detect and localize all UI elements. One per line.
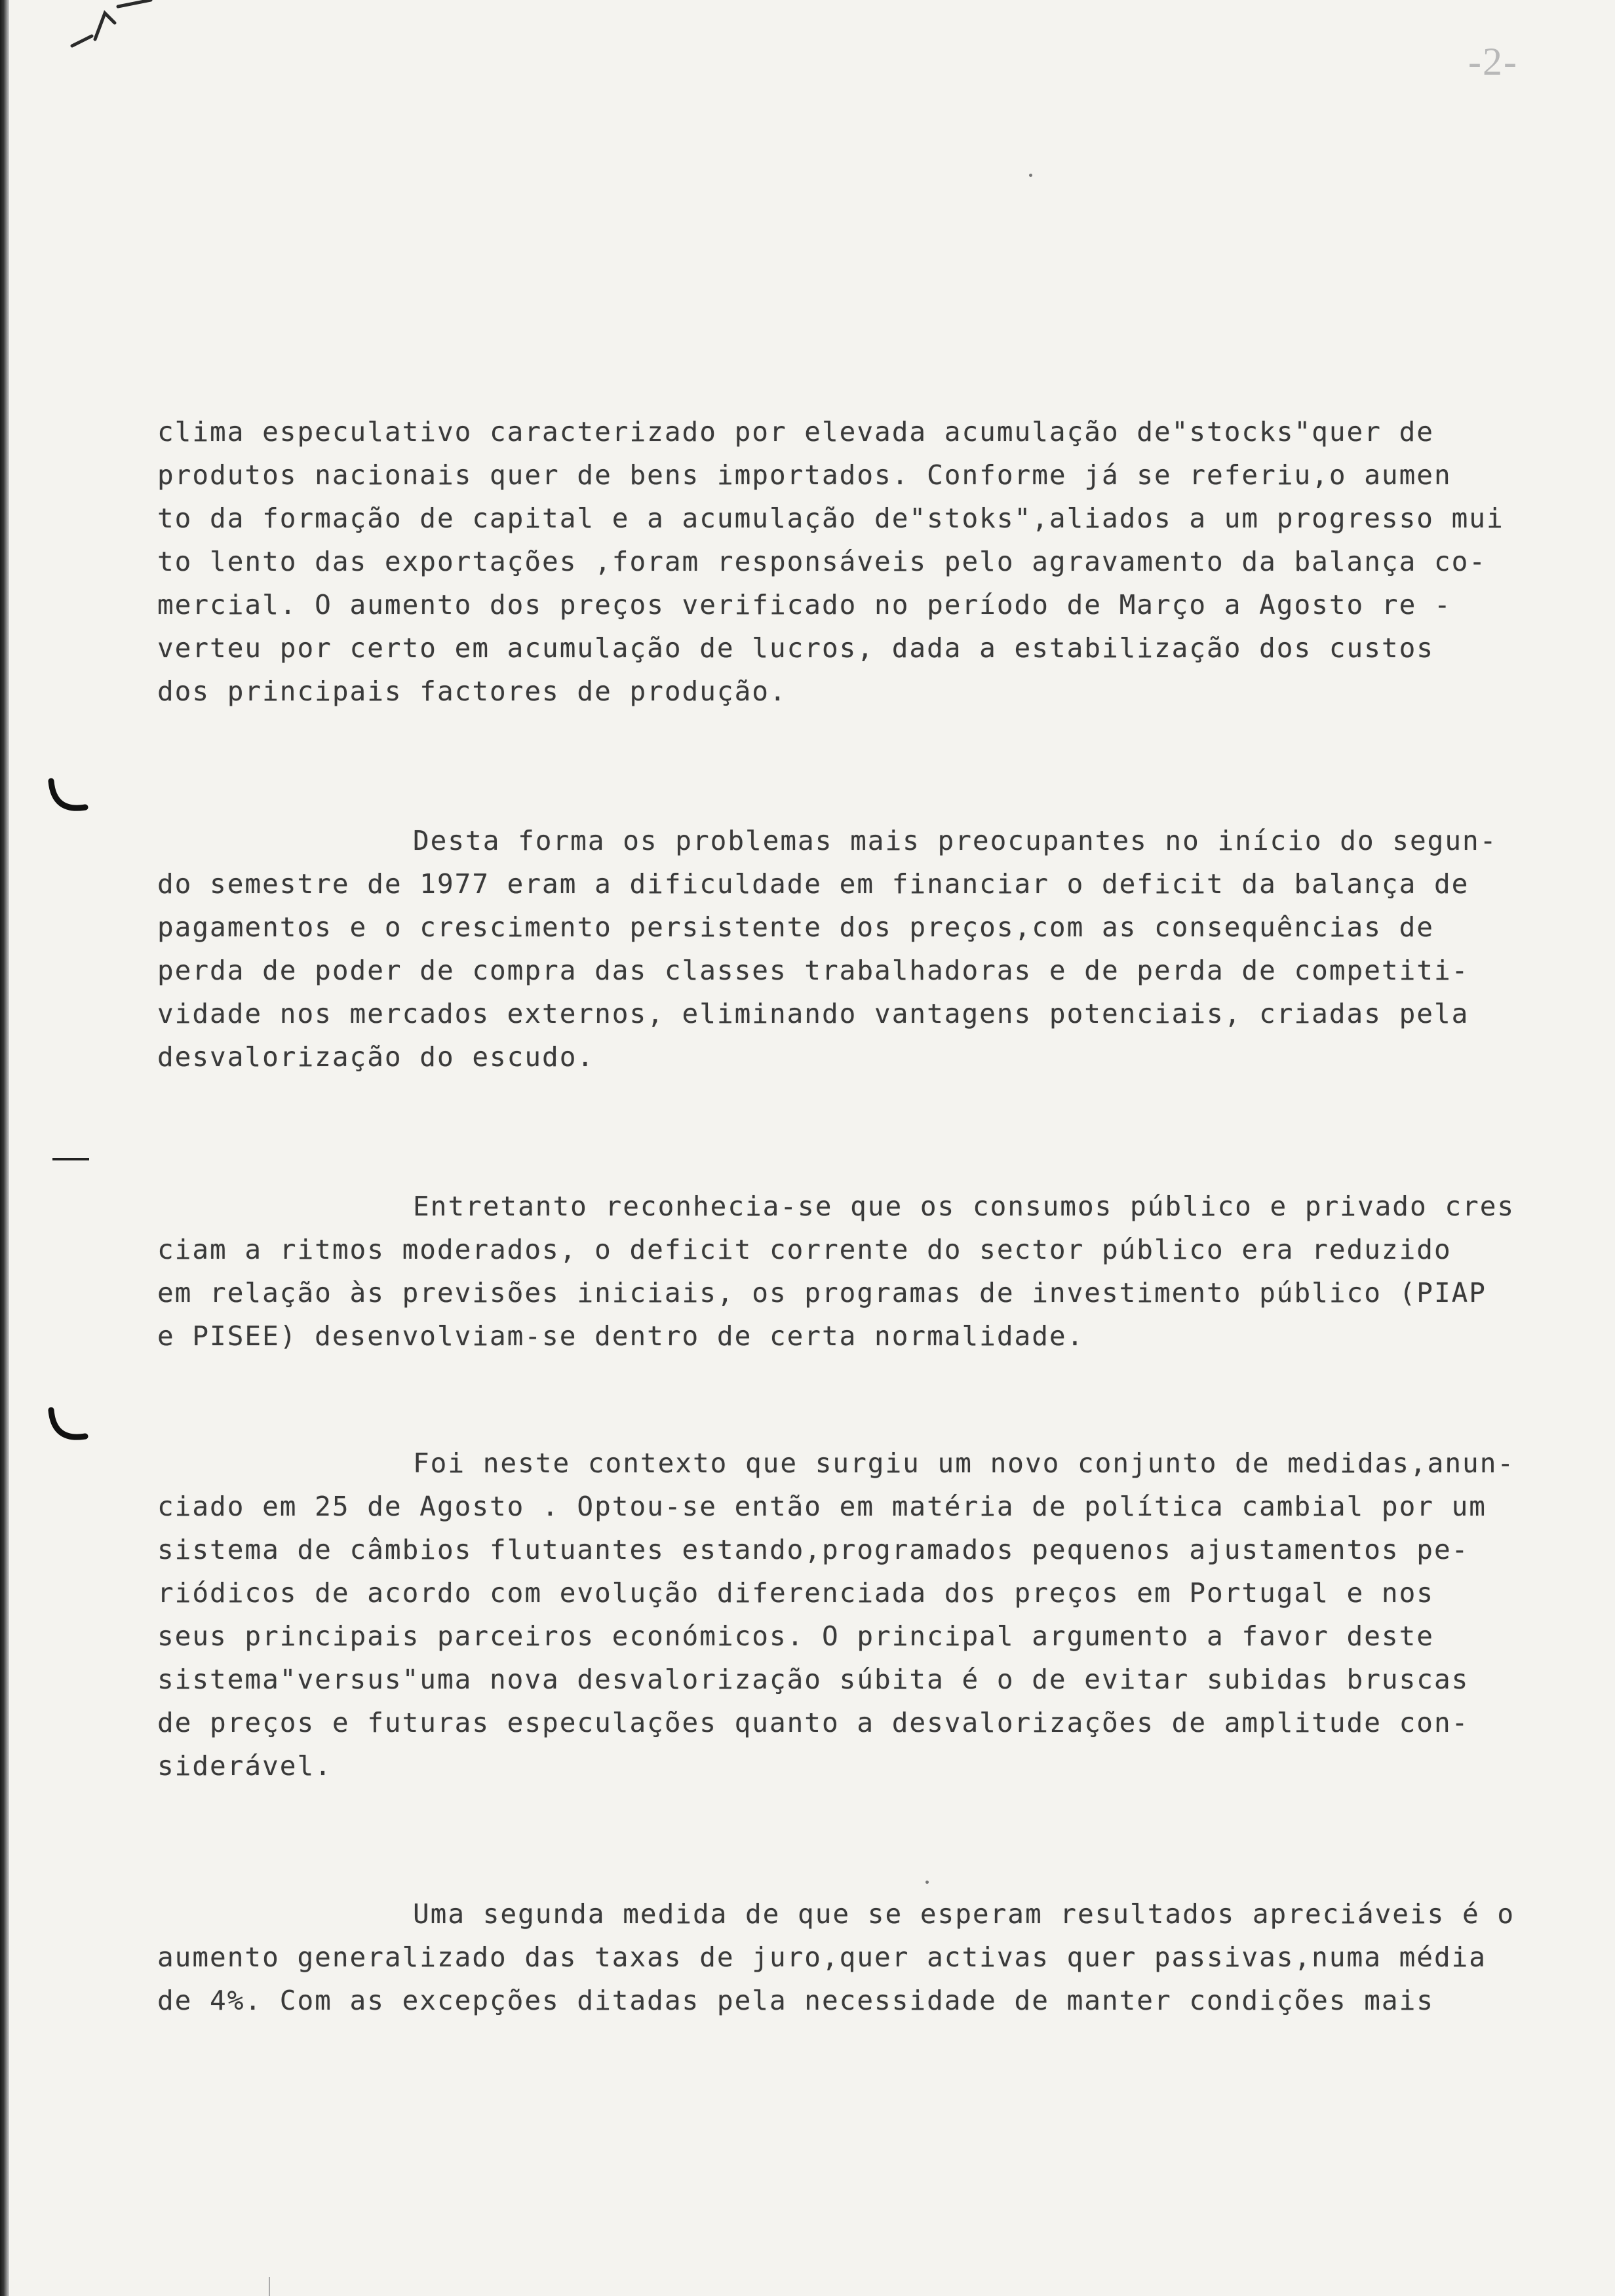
text-line: siderável. xyxy=(157,1750,332,1782)
text-line: Entretanto reconhecia-se que os consumos público e privado cres xyxy=(413,1191,1515,1222)
text-line: ciam a ritmos moderados, o deficit corrente do sector público era reduzido xyxy=(157,1234,1452,1265)
corner-scribble-mark xyxy=(66,0,164,59)
text-line: aumento generalizado das taxas de juro,quer activas quer passivas,numa média xyxy=(157,1942,1487,1973)
text-line: vidade nos mercados externos, eliminando vantagens potenciais, criadas pela xyxy=(157,998,1469,1029)
text-line: do semestre de 1977 eram a dificuldade em financiar o deficit da balança de xyxy=(157,868,1469,900)
text-line: seus principais parceiros económicos. O principal argumento a favor deste xyxy=(157,1620,1434,1652)
scanned-page-left-edge xyxy=(0,0,9,2296)
paragraph xyxy=(157,819,1553,1079)
text-line: ciado em 25 de Agosto . Optou-se então em matéria de política cambial por um xyxy=(157,1491,1487,1522)
text-line: e PISEE) desenvolviam-se dentro de certa normalidade. xyxy=(157,1320,1085,1352)
text-line: produtos nacionais quer de bens importados. Conforme já se referiu,o aumen xyxy=(157,459,1452,491)
text-line: Foi neste contexto que surgiu um novo conjunto de medidas,anun- xyxy=(413,1447,1515,1479)
punch-hole-mark xyxy=(47,1402,100,1455)
text-line: dos principais factores de produção. xyxy=(157,676,787,707)
margin-dash-mark xyxy=(52,1158,89,1160)
text-line: Desta forma os problemas mais preocupantes no início do segun- xyxy=(413,825,1498,856)
text-line: perda de poder de compra das classes trabalhadoras e de perda de competiti- xyxy=(157,955,1469,986)
punch-hole-mark xyxy=(47,773,100,826)
text-line: sistema de câmbios flutuantes estando,programados pequenos ajustamentos pe- xyxy=(157,1534,1469,1565)
text-line: desvalorização do escudo. xyxy=(157,1041,595,1073)
text-line: em relação às previsões iniciais, os programas de investimento público (PIAP xyxy=(157,1277,1487,1309)
paragraph xyxy=(157,1185,1553,1358)
speck-mark xyxy=(1029,174,1032,177)
page-bottom-tick xyxy=(269,2277,270,2296)
text-line: de preços e futuras especulações quanto a desvalorizações de amplitude con- xyxy=(157,1707,1469,1738)
paragraph xyxy=(157,1892,1553,2022)
text-line: to da formação de capital e a acumulação de"stoks",aliados a um progresso mui xyxy=(157,503,1504,534)
paragraph xyxy=(157,1442,1553,1788)
speck-mark xyxy=(925,1881,929,1884)
text-line: verteu por certo em acumulação de lucros, dada a estabilização dos custos xyxy=(157,632,1434,664)
text-line: Uma segunda medida de que se esperam resultados apreciáveis é o xyxy=(413,1898,1515,1930)
text-line: clima especulativo caracterizado por elevada acumulação de"stocks"quer de xyxy=(157,416,1434,448)
text-line: de 4%. Com as excepções ditadas pela necessidade de manter condições mais xyxy=(157,1985,1434,2016)
text-line: to lento das exportações ,foram responsáveis pelo agravamento da balança co- xyxy=(157,546,1487,577)
text-line: mercial. O aumento dos preços verificado no período de Março a Agosto re - xyxy=(157,589,1452,621)
page-number: -2- xyxy=(1468,40,1518,83)
text-line: sistema"versus"uma nova desvalorização súbita é o de evitar subidas bruscas xyxy=(157,1664,1469,1695)
paragraph xyxy=(157,410,1553,713)
text-line: riódicos de acordo com evolução diferenciada dos preços em Portugal e nos xyxy=(157,1577,1434,1609)
text-line: pagamentos e o crescimento persistente dos preços,com as consequências de xyxy=(157,911,1434,943)
